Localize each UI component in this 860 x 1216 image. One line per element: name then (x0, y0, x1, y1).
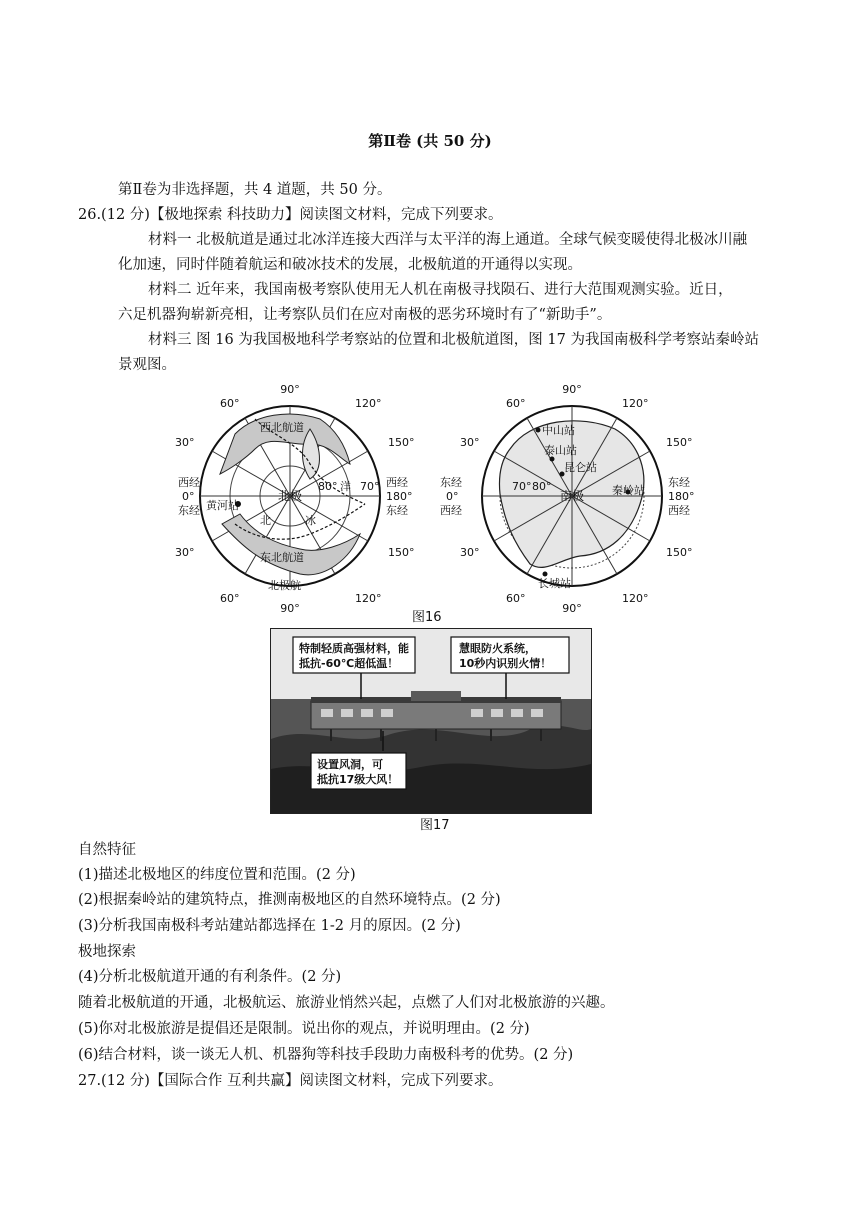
antarctic-center-label: 南极 (559, 489, 585, 503)
intro-text: 第Ⅱ卷为非选择题，共 4 道题，共 50 分。 (118, 182, 392, 198)
callout-wind-line1: 设置风洞，可 (317, 758, 383, 771)
antarctic-lon-120-top: 120° (622, 397, 649, 410)
antarctic-lon-60-top: 60° (506, 397, 526, 410)
arctic-lon-90-bottom: 90° (280, 602, 300, 615)
section-title: 第Ⅱ卷 (共 50 分) (368, 132, 492, 150)
station-changcheng: 长城站 (538, 577, 571, 590)
antarctic-left-w: 西经 (440, 504, 462, 517)
subheading-natural-features: 自然特征 (78, 842, 136, 858)
station-qinling: 秦岭站 (612, 484, 645, 497)
antarctic-right-w: 西经 (668, 504, 690, 517)
arctic-ocean-yang: 洋 (340, 480, 351, 493)
antarctic-lat80: 80° (532, 480, 552, 493)
question-4-note: 随着北极航道的开通，北极航运、旅游业悄然兴起，点燃了人们对北极旅游的兴趣。 (78, 995, 615, 1011)
arctic-lon-60-bottom: 60° (220, 592, 240, 605)
arctic-lon-30-top: 30° (175, 436, 195, 449)
antarctic-lon-150-bottom: 150° (666, 546, 693, 559)
antarctic-right-180: 180° (668, 490, 695, 503)
material2-line1: 材料二 近年来，我国南极考察队使用无人机在南极寻找陨石、进行大范围观测实验。近日， (148, 282, 733, 298)
arctic-right-e: 东经 (386, 504, 408, 517)
figure-16-maps (160, 374, 720, 624)
arctic-ocean-bing: 冰 (305, 514, 316, 527)
arctic-lon-150-top: 150° (388, 436, 415, 449)
question-1: (1)描述北极地区的纬度位置和范围。(2 分) (78, 867, 356, 883)
antarctic-left-zero: 0° (446, 490, 459, 503)
arctic-station-huanghe: 黄河站 (206, 499, 239, 512)
antarctic-right-e: 东经 (668, 476, 690, 489)
arctic-left-w: 西经 (178, 476, 200, 489)
arctic-ocean-bei: 北 (260, 514, 271, 527)
arctic-left-zero: 0° (182, 490, 195, 503)
question-4: (4)分析北极航道开通的有利条件。(2 分) (78, 969, 342, 985)
arctic-map (175, 383, 415, 615)
arctic-right-w: 西经 (386, 476, 408, 489)
arctic-lon-60-top: 60° (220, 397, 240, 410)
arctic-lat80: 80° (318, 480, 338, 493)
question-2: (2)根据秦岭站的建筑特点，推测南极地区的自然环境特点。(2 分) (78, 892, 501, 908)
callout-material-line1: 特制轻质高强材料，能 (299, 642, 409, 655)
figure-17-photo (270, 628, 592, 814)
material3-line1: 材料三 图 16 为我国极地科学考察站的位置和北极航道图，图 17 为我国南极科学考察站秦岭站 (148, 332, 759, 348)
question-6: (6)结合材料，谈一谈无人机、机器狗等科技手段助力南极科考的优势。(2 分) (78, 1047, 574, 1063)
arctic-center-label: 北极 (277, 489, 303, 503)
arctic-route-ne-label: 东北航道 (260, 551, 304, 564)
material1-line2: 化加速，同时伴随着航运和破冰技术的发展，北极航道的开通得以实现。 (118, 257, 582, 273)
question-3: (3)分析我国南极科考站建站都选择在 1-2 月的原因。(2 分) (78, 918, 461, 934)
arctic-lon-150-bottom: 150° (388, 546, 415, 559)
callout-fire-line1: 慧眼防火系统， (459, 642, 536, 655)
antarctic-lon-60-bottom: 60° (506, 592, 526, 605)
arctic-right-180: 180° (386, 490, 413, 503)
antarctic-lon-120-bottom: 120° (622, 592, 649, 605)
antarctic-lat70: 70° (512, 480, 532, 493)
subheading-polar-exploration: 极地探索 (78, 944, 136, 960)
q26-heading: 26.(12 分)【极地探索 科技助力】阅读图文材料，完成下列要求。 (78, 207, 503, 223)
material2-line2: 六足机器狗崭新亮相，让考察队员们在应对南极的恶劣环境时有了“新助手”。 (118, 307, 612, 323)
station-taishan: 泰山站 (544, 444, 577, 457)
material1-line1: 材料一 北极航道是通过北冰洋连接大西洋与太平洋的海上通道。全球气候变暖使得北极冰川融 (148, 232, 748, 248)
arctic-left-e: 东经 (178, 504, 200, 517)
question-5: (5)你对北极旅游是提倡还是限制。说出你的观点，并说明理由。(2 分) (78, 1021, 530, 1037)
antarctic-left-e: 东经 (440, 476, 462, 489)
figure-17-caption: 图17 (420, 818, 450, 833)
callout-material-line2: 抵抗-60℃超低温！ (299, 657, 399, 670)
antarctic-lon-30-bottom: 30° (460, 546, 480, 559)
arctic-lat70: 70° (360, 480, 380, 493)
arctic-lon-90-top: 90° (280, 383, 300, 396)
station-zhongshan: 中山站 (542, 424, 575, 437)
arctic-lon-30-bottom: 30° (175, 546, 195, 559)
arctic-route-pole-label: 北极航 (268, 579, 301, 592)
antarctic-lon-30-top: 30° (460, 436, 480, 449)
antarctic-lon-90-bottom: 90° (562, 602, 582, 615)
callout-wind-line2: 抵抗17级大风！ (317, 773, 399, 786)
antarctic-lon-150-top: 150° (666, 436, 693, 449)
station-kunlun: 昆仑站 (564, 461, 597, 474)
arctic-lon-120-top: 120° (355, 397, 382, 410)
figure-16-caption: 图16 (412, 610, 442, 625)
material3-line2: 景观图。 (118, 357, 176, 373)
q27-heading: 27.(12 分)【国际合作 互利共赢】阅读图文材料，完成下列要求。 (78, 1073, 503, 1089)
antarctic-lon-90-top: 90° (562, 383, 582, 396)
arctic-lon-120-bottom: 120° (355, 592, 382, 605)
antarctic-map (440, 383, 695, 615)
callout-fire-line2: 10秒内识别火情！ (459, 657, 552, 670)
arctic-route-nw-label: 西北航道 (260, 421, 304, 434)
